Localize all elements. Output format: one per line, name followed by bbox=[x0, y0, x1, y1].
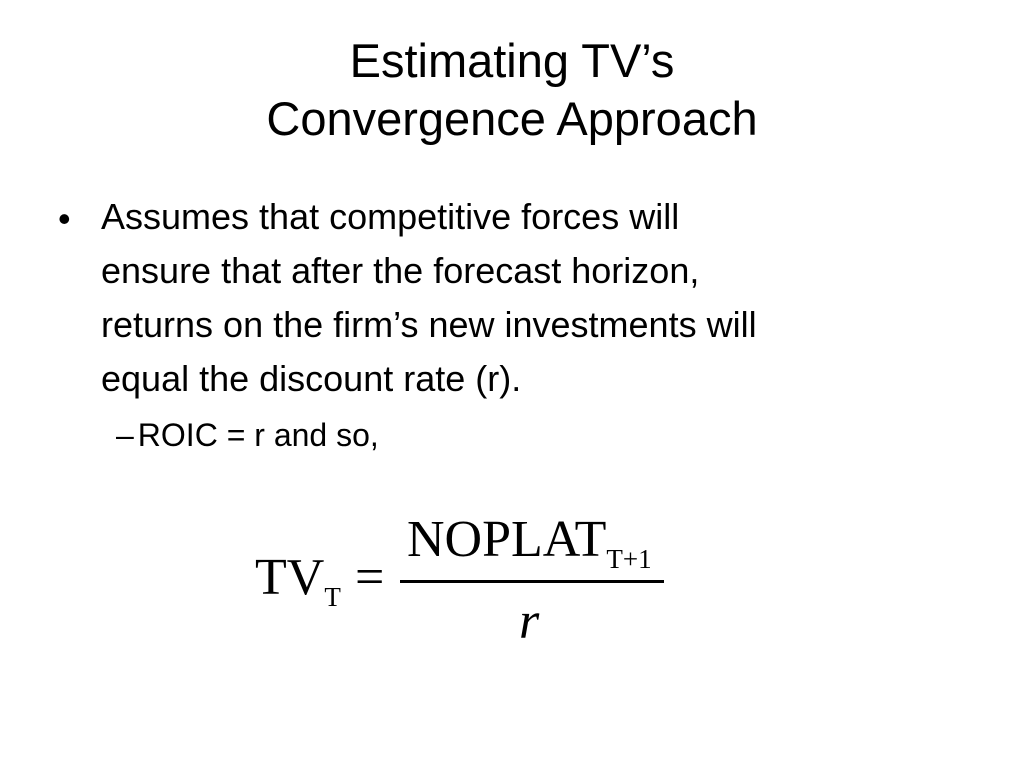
fraction-bar bbox=[400, 580, 664, 583]
bullet-line-2: ensure that after the forecast horizon, bbox=[101, 250, 700, 291]
formula-numerator bbox=[407, 510, 652, 577]
title-line-1: Estimating TV’s bbox=[349, 34, 675, 87]
bullet-line-3: returns on the firm’s new investments will bbox=[101, 304, 757, 345]
sub-bullet-text: ROIC = r and so, bbox=[137, 417, 379, 453]
title-line-2: Convergence Approach bbox=[266, 92, 758, 145]
formula-equals-sign: = bbox=[355, 549, 385, 606]
formula-numerator-subscript: T+1 bbox=[606, 544, 652, 574]
formula-numerator-symbol: NOPLAT bbox=[407, 511, 607, 568]
bullet-marker: • bbox=[58, 198, 71, 239]
formula-lhs-subscript: T bbox=[324, 582, 341, 612]
formula-lhs-symbol: TV bbox=[255, 549, 325, 606]
bullet-line-4: equal the discount rate (r). bbox=[101, 358, 522, 399]
bullet-line-1: Assumes that competitive forces will bbox=[101, 196, 680, 237]
formula-denominator: r bbox=[519, 593, 540, 650]
formula-lhs bbox=[255, 548, 341, 615]
sub-bullet-marker: – bbox=[116, 417, 134, 453]
